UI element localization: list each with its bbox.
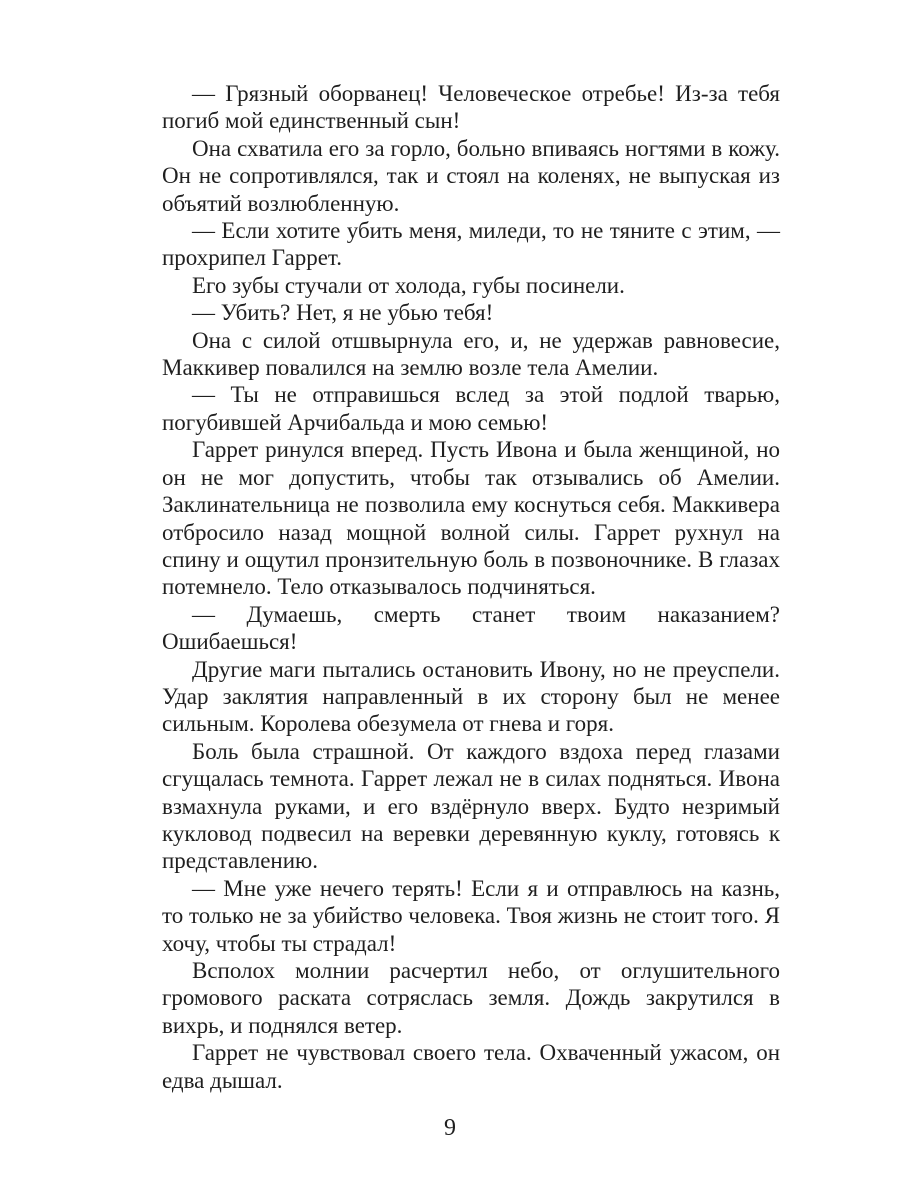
paragraph: — Убить? Нет, я не убью тебя!: [192, 300, 494, 326]
paragraph: Она схватила его за горло, больно впиваясь ногтями в кожу. Он не сопротивлялся, так и стоял на коленях, не выпуская из объятий возлюбленную.: [162, 135, 780, 216]
page-number: 9: [444, 1115, 456, 1141]
paragraph: — Если хотите убить меня, миледи, то не тяните с этим, — прохрипел Гаррет.: [162, 218, 780, 271]
paragraph: Другие маги пытались остановить Ивону, но не преуспели. Удар заклятия направленный в их сторону был не менее сильным. Королева обезумела от гнева и горя.: [162, 656, 780, 737]
paragraph: — Грязный оборванец! Человеческое отребье! Из-за тебя погиб мой единственный сын!: [162, 81, 780, 134]
paragraph: Гаррет не чувствовал своего тела. Охваченный ужасом, он едва дышал.: [162, 1040, 780, 1093]
body-text: [162, 80, 780, 1094]
paragraph: — Думаешь, смерть станет твоим наказанием? Ошибаешься!: [162, 601, 780, 655]
paragraph: Всполох молнии расчертил небо, от оглушительного громового раската сотряслась земля. Дождь закрутился в вихрь, и поднялся ветер.: [162, 958, 780, 1038]
paragraph: — Ты не отправишься вслед за этой подлой тварью, погубившей Арчибальда и мою семью!: [162, 382, 780, 435]
paragraph: Боль была страшной. От каждого вздоха перед глазами сгущалась темнота. Гаррет лежал не в силах подняться. Ивона взмахнула руками, и его вздёрнуло вверх. Будто незримый кукловод подвесил на веревки деревянную куклу, готовясь к представлению.: [162, 738, 780, 874]
paragraph: Гаррет ринулся вперед. Пусть Ивона и была женщиной, но он не мог допустить, чтобы так отзывались об Амелии. Заклинательница не позволила ему коснуться себя. Маккивера отбросило назад мощной волной силы. Гаррет рухнул на спину и ощутил пронзительную боль в позвоночнике. В глазах потемнело. Тело отказывалось подчиняться.: [162, 437, 780, 600]
paragraph: — Мне уже нечего терять! Если я и отправлюсь на казнь, то только не за убийство человека. Твоя жизнь не стоит того. Я хочу, чтобы ты страдал!: [162, 875, 780, 956]
paragraph: Она с силой отшвырнула его, и, не удержав равновесие, Маккивер повалился на землю возле тела Амелии.: [162, 327, 780, 381]
paragraph: Его зубы стучали от холода, губы посинели.: [192, 272, 625, 298]
